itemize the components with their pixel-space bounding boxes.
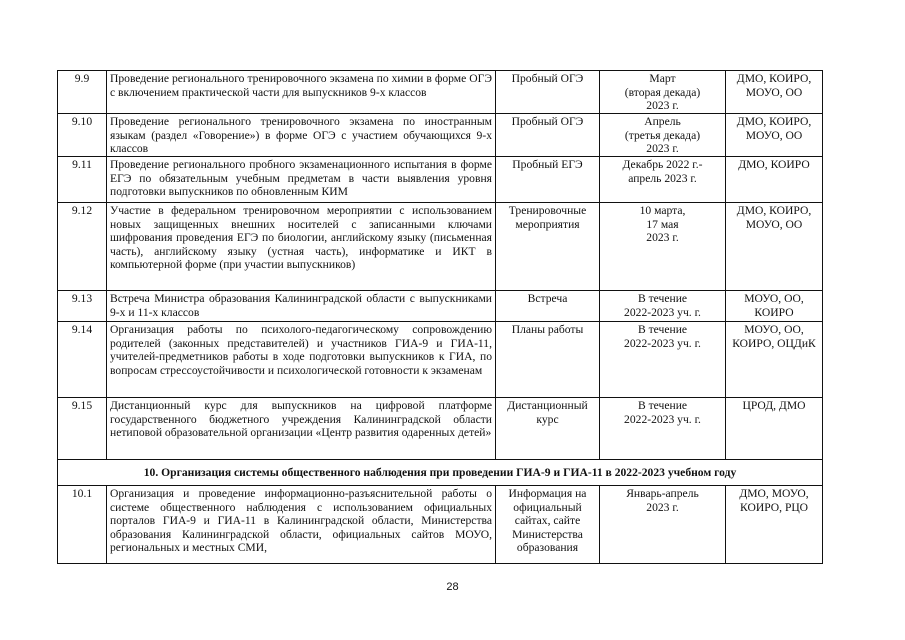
table-row (58, 322, 823, 398)
row-form: Дистанционный курс (496, 398, 600, 460)
row-activity: Организация работы по психолого-педагогическому сопровождению родителей (законных представителей) и участников ГИА-9 и ГИА-11, учителей-предметников работы в ходе подготовки выпускников к ГИА, по вопросам стрессоустойчивости и психологической готовности к экзаменам (107, 322, 496, 398)
row-activity: Проведение регионального пробного экзаменационного испытания в форме ЕГЭ по обязательным учебным предметам в части выявления уровня подготовки выпускников по обновленным КИМ (107, 157, 496, 203)
row-activity: Дистанционный курс для выпускников на цифровой платформе государственного бюджетного учреждения Калининградской области нетиповой образовательной организации «Центр развития одаренных детей» (107, 398, 496, 460)
row-activity: Проведение регионального тренировочного экзамена по иностранным языкам (раздел «Говорение») в форме ОГЭ с участием обучающихся 9-х классов (107, 114, 496, 157)
row-deadline: В течение 2022-2023 уч. г. (600, 322, 726, 398)
row-responsible: ЦРОД, ДМО (726, 398, 823, 460)
row-deadline: 10 марта, 17 мая 2023 г. (600, 203, 726, 291)
row-deadline: Декабрь 2022 г.- апрель 2023 г. (600, 157, 726, 203)
row-deadline: Январь-апрель 2023 г. (600, 486, 726, 564)
row-responsible: ДМО, КОИРО (726, 157, 823, 203)
row-number: 9.15 (58, 398, 107, 460)
row-form: Планы работы (496, 322, 600, 398)
table-row (58, 291, 823, 322)
row-responsible: ДМО, КОИРО, МОУО, ОО (726, 114, 823, 157)
row-deadline: Апрель (третья декада) 2023 г. (600, 114, 726, 157)
row-number: 9.13 (58, 291, 107, 322)
row-number: 9.11 (58, 157, 107, 203)
row-responsible: ДМО, МОУО, КОИРО, РЦО (726, 486, 823, 564)
table-row (58, 114, 823, 157)
table-row (58, 203, 823, 291)
table-row (58, 398, 823, 460)
row-responsible: МОУО, ОО, КОИРО, ОЦДиК (726, 322, 823, 398)
row-deadline: В течение 2022-2023 уч. г. (600, 291, 726, 322)
section-header-row (58, 460, 823, 486)
row-responsible: ДМО, КОИРО, МОУО, ОО (726, 71, 823, 114)
section-title: 10. Организация системы общественного наблюдения при проведении ГИА-9 и ГИА-11 в 2022-2023 учебном году (58, 460, 823, 486)
row-deadline: Март (вторая декада) 2023 г. (600, 71, 726, 114)
row-form: Тренировочные мероприятия (496, 203, 600, 291)
row-activity: Встреча Министра образования Калининградской области с выпускниками 9-х и 11-х классов (107, 291, 496, 322)
row-form: Пробный ОГЭ (496, 71, 600, 114)
row-activity: Проведение регионального тренировочного экзамена по химии в форме ОГЭ с включением практической части для выпускников 9-х классов (107, 71, 496, 114)
table-row (58, 157, 823, 203)
row-responsible: ДМО, КОИРО, МОУО, ОО (726, 203, 823, 291)
row-number: 10.1 (58, 486, 107, 564)
row-number: 9.10 (58, 114, 107, 157)
row-form: Пробный ОГЭ (496, 114, 600, 157)
plan-table-body (58, 71, 823, 564)
row-responsible: МОУО, ОО, КОИРО (726, 291, 823, 322)
row-form: Встреча (496, 291, 600, 322)
row-activity: Организация и проведение информационно-разъяснительной работы о системе общественного наблюдения с использованием официальных порталов ГИА-9 и ГИА-11 в Калининградской области, Министерства образования Калининградской области, официальных сайтов МОУО, региональных и местных СМИ, (107, 486, 496, 564)
row-activity: Участие в федеральном тренировочном мероприятии с использованием новых защищенных внешних носителей с записанными ключами шифрования проведения ЕГЭ по биологии, английскому языку (письменная часть), английскому языку (устная часть), информатике и ИКТ в компьютерной форме (при участии выпускников) (107, 203, 496, 291)
row-form: Информация на официальный сайтах, сайте Министерства образования (496, 486, 600, 564)
row-number: 9.14 (58, 322, 107, 398)
plan-table (57, 70, 823, 564)
table-row (58, 71, 823, 114)
row-number: 9.9 (58, 71, 107, 114)
page-number: 28 (446, 581, 459, 593)
row-form: Пробный ЕГЭ (496, 157, 600, 203)
table-row (58, 486, 823, 564)
row-deadline: В течение 2022-2023 уч. г. (600, 398, 726, 460)
row-number: 9.12 (58, 203, 107, 291)
